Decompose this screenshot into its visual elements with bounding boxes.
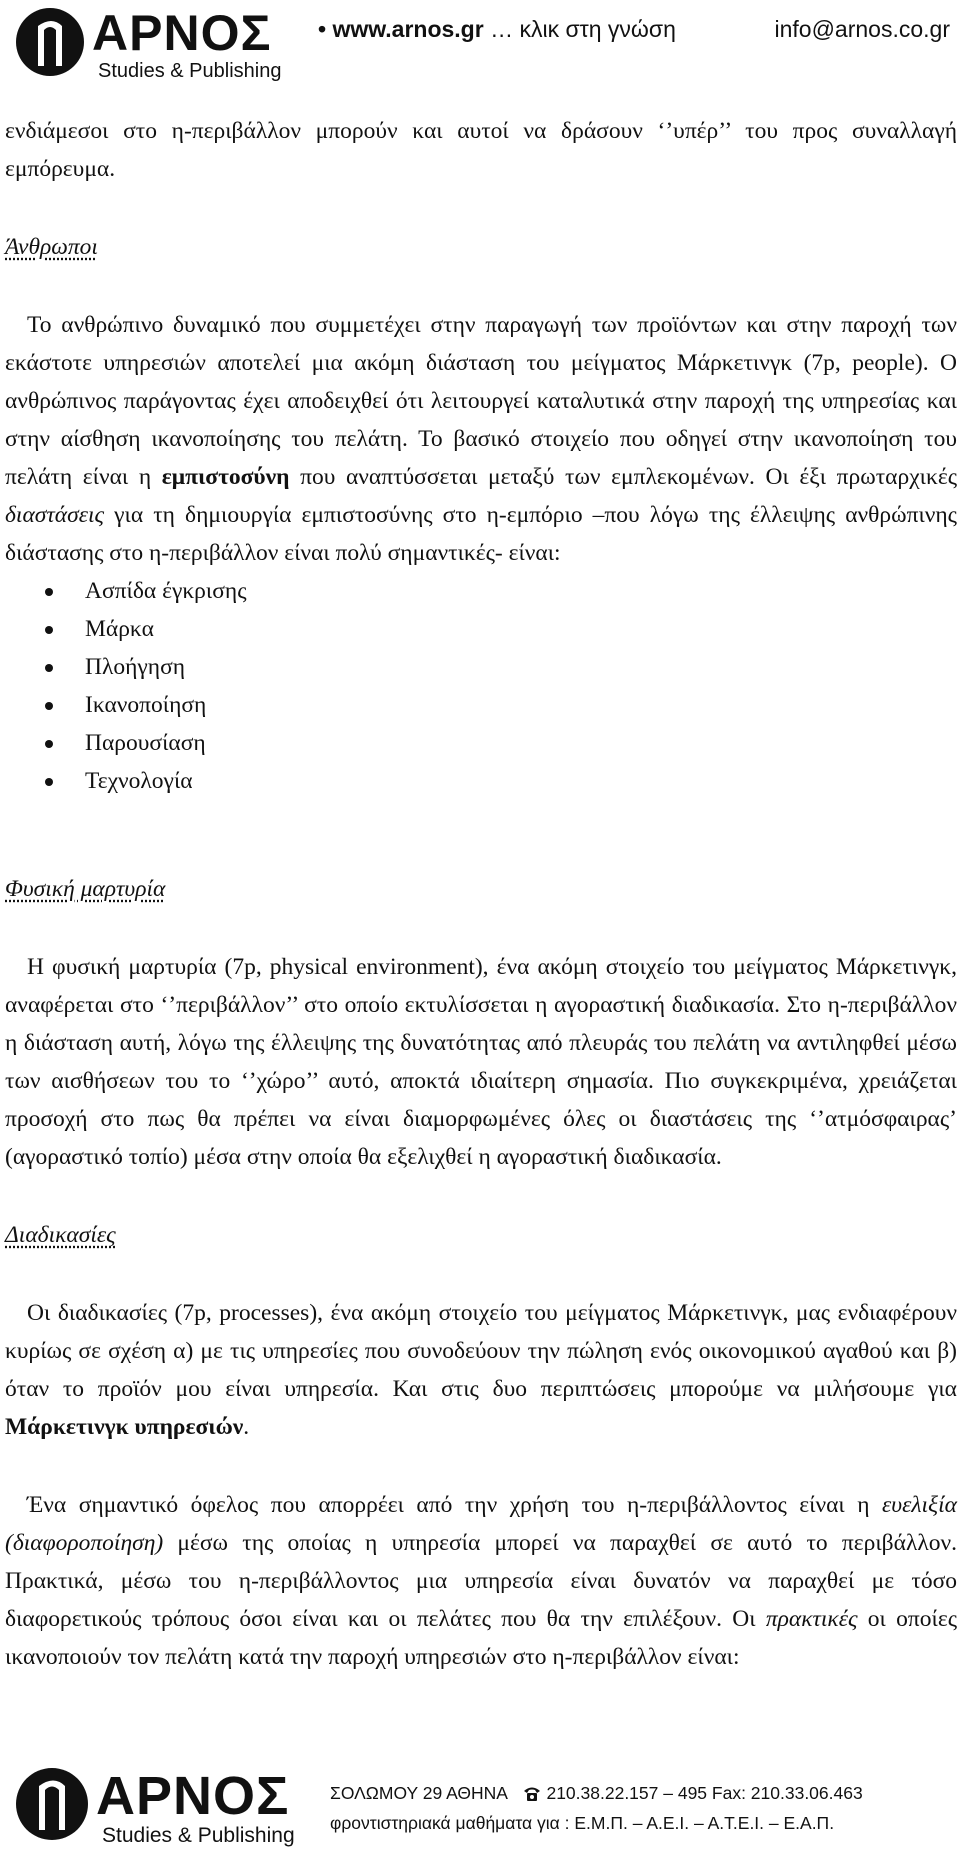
bullet-icon — [45, 626, 53, 634]
italic-flexibility: ευελιξία (διαφοροποίηση) — [5, 1492, 957, 1556]
bullet-icon — [45, 778, 53, 786]
page-header — [0, 0, 960, 95]
bullet-icon — [45, 702, 53, 710]
logo-brand: ΑΡΝΟΣ — [96, 1766, 290, 1826]
list-item: Τεχνολογία — [5, 762, 957, 800]
list-item: Μάρκα — [5, 610, 957, 648]
list-item: Παρουσίαση — [5, 724, 957, 762]
list-item: Ασπίδα έγκρισης — [5, 572, 957, 610]
section-heading-physical: Φυσική μαρτυρία — [5, 876, 166, 902]
italic-practices: πρακτικές — [765, 1606, 858, 1632]
flexibility-paragraph: Ένα σημαντικό όφελος που απορρέει από την χρήση του η-περιβάλλοντος είναι η ευελιξία (διαφοροποίηση) μέσω της οποίας η υπηρεσία μπορεί να παραχθεί σε αυτό το περιβάλλον. Πρακτικά, μέσω του η-περιβάλλοντος μια υπηρεσία είναι δυνατόν να παραχθεί με τόσο διαφορετικούς τρόπους όσοι είναι και οι πελάτες που θα την επιλέξουν. Οι πρακτικές οι οποίες ικανοποιούν τον πελάτη κατά την παροχή υπηρεσιών στο η-περιβάλλον είναι: — [5, 1492, 958, 1670]
logo-tagline: Studies & Publishing — [102, 1824, 295, 1847]
bold-trust: εμπιστοσύνη — [161, 464, 290, 490]
header-bullet: • — [318, 16, 327, 42]
logo-tagline: Studies & Publishing — [98, 60, 282, 82]
italic-dimensions: διαστάσεις — [5, 502, 105, 528]
list-item: Πλοήγηση — [5, 648, 957, 686]
email-link[interactable]: info@arnos.co.gr — [774, 16, 950, 42]
list-item: Ικανοποίηση — [5, 686, 957, 724]
footer-courses: φροντιστηριακά μαθήματα για : Ε.Μ.Π. – Α.Ε.Ι. – Α.Τ.Ε.Ι. – Ε.Α.Π. — [330, 1813, 835, 1833]
footer-contact-line — [330, 1778, 955, 1808]
people-paragraph: Το ανθρώπινο δυναμικό που συμμετέχει στην παραγωγή των προϊόντων και στην παροχή των εκάστοτε υπηρεσιών αποτελεί μια ακόμη διάσταση του μείγματος Μάρκετινγκ (7p, people). Ο ανθρώπινος παράγοντας έχει αποδειχθεί ότι λειτουργεί καταλυτικά στην παροχή της υπηρεσίας και στην αίσθηση ικανοποίησης του πελάτη. Το βασικό στοιχείο που οδηγεί στην ικανοποίηση του πελάτη είναι η εμπιστοσύνη που αναπτύσσεται μεταξύ των εμπλεκομένων. Οι έξι πρωταρχικές διαστάσεις για τη δημιουργία εμπιστοσύνης στο η-εμπόριο –που λόγω της έλλειψης ανθρώπινης διάστασης στο η-περιβάλλον είναι πολύ σημαντικές- είναι: — [5, 312, 957, 566]
arnos-logo — [12, 4, 302, 84]
telephone-icon — [522, 1784, 542, 1802]
bullet-icon — [45, 740, 53, 748]
bullet-icon — [45, 588, 53, 596]
trust-dimensions-list — [5, 572, 957, 800]
slogan: … κλικ στη γνώση — [483, 16, 676, 42]
phone-fax: 210.38.22.157 – 495 Fax: 210.33.06.463 — [546, 1783, 863, 1803]
physical-paragraph: Η φυσική μαρτυρία (7p, physical environment), ένα ακόμη στοιχείο του μείγματος Μάρκετινγκ, αναφέρεται στο ‘’περιβάλλον’’ στο οποίο εκτυλίσσεται η αγοραστική διαδικασία. Στο η-περιβάλλον η διάσταση αυτή, λόγω της έλλειψης της δυνατότητας από πλευράς του πελάτη να αντιληφθεί μέσω των αισθήσεων του το ‘’χώρο’’ αυτό, αποκτά ιδιαίτερη σημασία. Πιο συγκεκριμένα, χρειάζεται προσοχή στο πως θα πρέπει να είναι διαμορφωμένες όλες οι διαστάσεις της ‘’ατμόσφαιρας’ (αγοραστικό τοπίο) μέσα στην οποία θα εξελιχθεί η αγοραστική διαδικασία. — [5, 954, 957, 1170]
bold-services-marketing: Μάρκετινγκ υπηρεσιών — [5, 1414, 244, 1440]
address: ΣΟΛΩΜΟΥ 29 ΑΘΗΝΑ — [330, 1783, 507, 1803]
processes-paragraph: Οι διαδικασίες (7p, processes), ένα ακόμη στοιχείο του μείγματος Μάρκετινγκ, μας ενδιαφέρουν κυρίως σε σχέση α) με τις υπηρεσίες που συνοδεύουν την πώληση ενός οικονομικού αγαθού και β) όταν το προϊόν μου είναι υπηρεσία. Και στις δυο περιπτώσεις μπορούμε να μιλήσουμε για Μάρκετινγκ υπηρεσιών. — [5, 1300, 957, 1440]
section-heading-processes: Διαδικασίες — [5, 1222, 116, 1248]
page-footer — [330, 1778, 955, 1838]
arnos-logo-footer — [12, 1762, 312, 1850]
logo-brand: ΑΡΝΟΣ — [92, 5, 272, 61]
document-body — [5, 112, 957, 1676]
website-link[interactable]: www.arnos.gr — [332, 16, 484, 42]
bullet-icon — [45, 664, 53, 672]
section-heading-people: Άνθρωποι — [5, 234, 98, 260]
intro-paragraph: ενδιάμεσοι στο η-περιβάλλον μπορούν και αυτοί να δράσουν ‘’υπέρ’’ του προς συναλλαγή εμπόρευμα. — [5, 118, 957, 182]
